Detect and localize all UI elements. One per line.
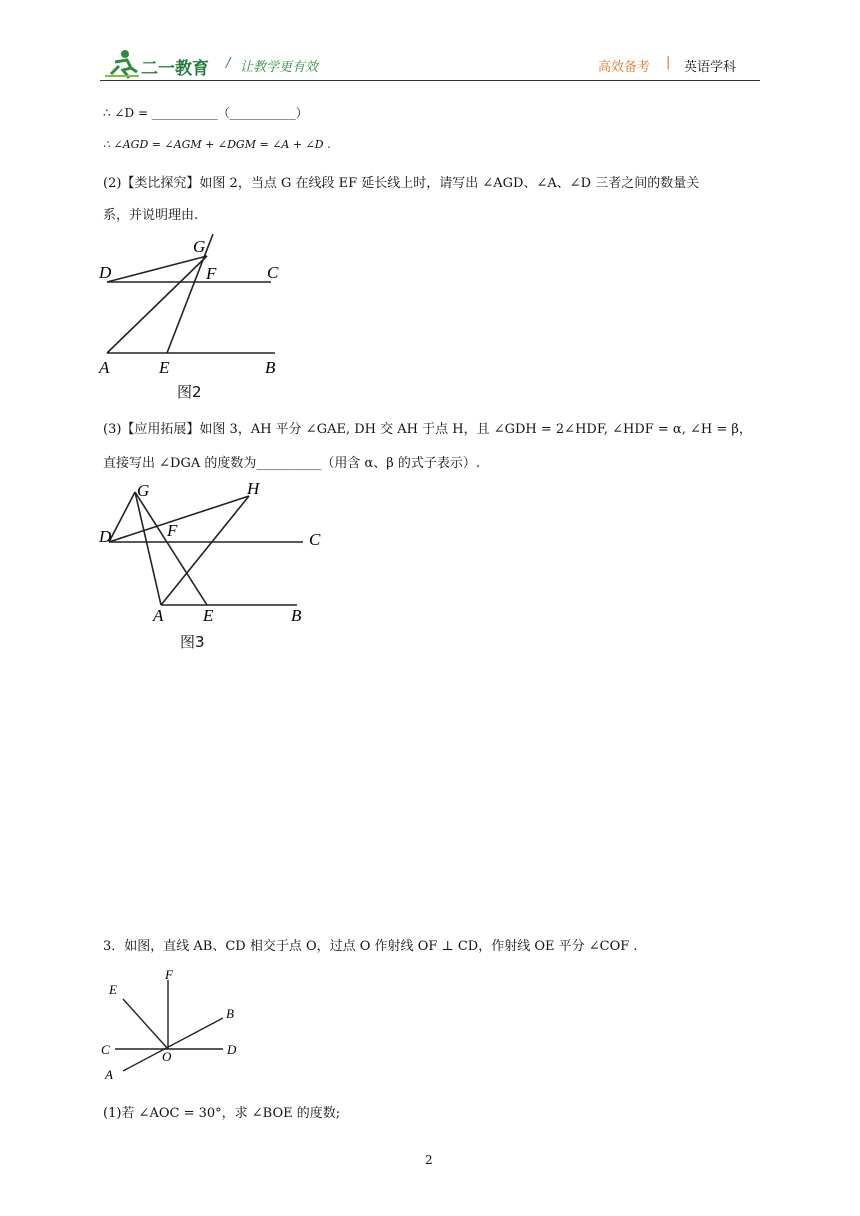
label-a: A <box>105 1067 113 1082</box>
figure-2-caption: 图2 <box>177 383 202 401</box>
line-ab <box>123 1018 223 1071</box>
label-g: G <box>193 237 206 256</box>
figure-3-caption: 图3 <box>180 633 205 651</box>
label-f: F <box>165 967 173 982</box>
line-ah <box>161 496 249 605</box>
line-ge <box>135 492 207 605</box>
header-separator: | <box>666 55 671 70</box>
header-label-prep: 高效备考 <box>598 60 651 75</box>
logo-text: 二一教育 <box>141 59 209 79</box>
part2-line-1: (2)【类比探究】如图 2，当点 G 在线段 EF 延长线上时，请写出 ∠AGD、∠A、∠D 三者之间的数量关 <box>103 176 700 191</box>
figure-q3 <box>95 966 245 1086</box>
line-dg <box>107 256 207 282</box>
figure-3 <box>95 478 335 628</box>
label-h: H <box>247 479 260 498</box>
q3-sub-1: (1)若 ∠AOC = 30°，求 ∠BOE 的度数; <box>103 1106 341 1121</box>
label-b: B <box>265 358 276 377</box>
label-c: C <box>101 1042 110 1057</box>
label-c: C <box>309 530 321 549</box>
label-f: F <box>206 264 217 283</box>
label-b: B <box>226 1006 234 1021</box>
label-e: E <box>159 358 170 377</box>
label-f: F <box>167 521 178 540</box>
line-ga <box>135 492 161 605</box>
label-c: C <box>267 263 279 282</box>
label-b: B <box>291 606 302 625</box>
part3-line-2: 直接写出 ∠DGA 的度数为__________（用含 α、β 的式子表示）. <box>103 456 481 471</box>
part3-line-1: (3)【应用拓展】如图 3，AH 平分 ∠GAE, DH 交 AH 于点 H，且 ∠GDH = 2∠HDF, ∠HDF = α, ∠H = β， <box>103 422 752 437</box>
header-logo <box>105 48 225 80</box>
ray-oe <box>123 999 168 1049</box>
label-d: D <box>99 527 112 546</box>
proof-line-2: ∴ ∠AGD = ∠AGM + ∠DGM = ∠A + ∠D . <box>103 138 331 151</box>
label-g: G <box>137 481 150 500</box>
line-eg-extended <box>167 234 213 353</box>
q3-line-1: 3．如图，直线 AB、CD 相交于点 O，过点 O 作射线 OF ⊥ CD，作射线 OE 平分 ∠COF . <box>103 939 638 954</box>
line-ag <box>107 256 207 353</box>
part2-line-2: 系，并说明理由. <box>103 208 199 223</box>
label-o: O <box>162 1049 172 1064</box>
header-slash: / <box>226 56 231 71</box>
proof-line-1: ∴ ∠D = ___________（___________） <box>103 106 308 120</box>
runner-logo-icon <box>105 48 141 80</box>
page-number: 2 <box>425 1153 433 1167</box>
header-rule <box>100 80 760 81</box>
label-e: E <box>109 982 117 997</box>
header-label-subject: 英语学科 <box>684 60 737 75</box>
label-e: E <box>203 606 214 625</box>
label-a: A <box>99 358 110 377</box>
label-a: A <box>153 606 164 625</box>
header-slogan: 让教学更有效 <box>240 60 319 75</box>
label-d: D <box>99 263 112 282</box>
label-d: D <box>227 1042 237 1057</box>
